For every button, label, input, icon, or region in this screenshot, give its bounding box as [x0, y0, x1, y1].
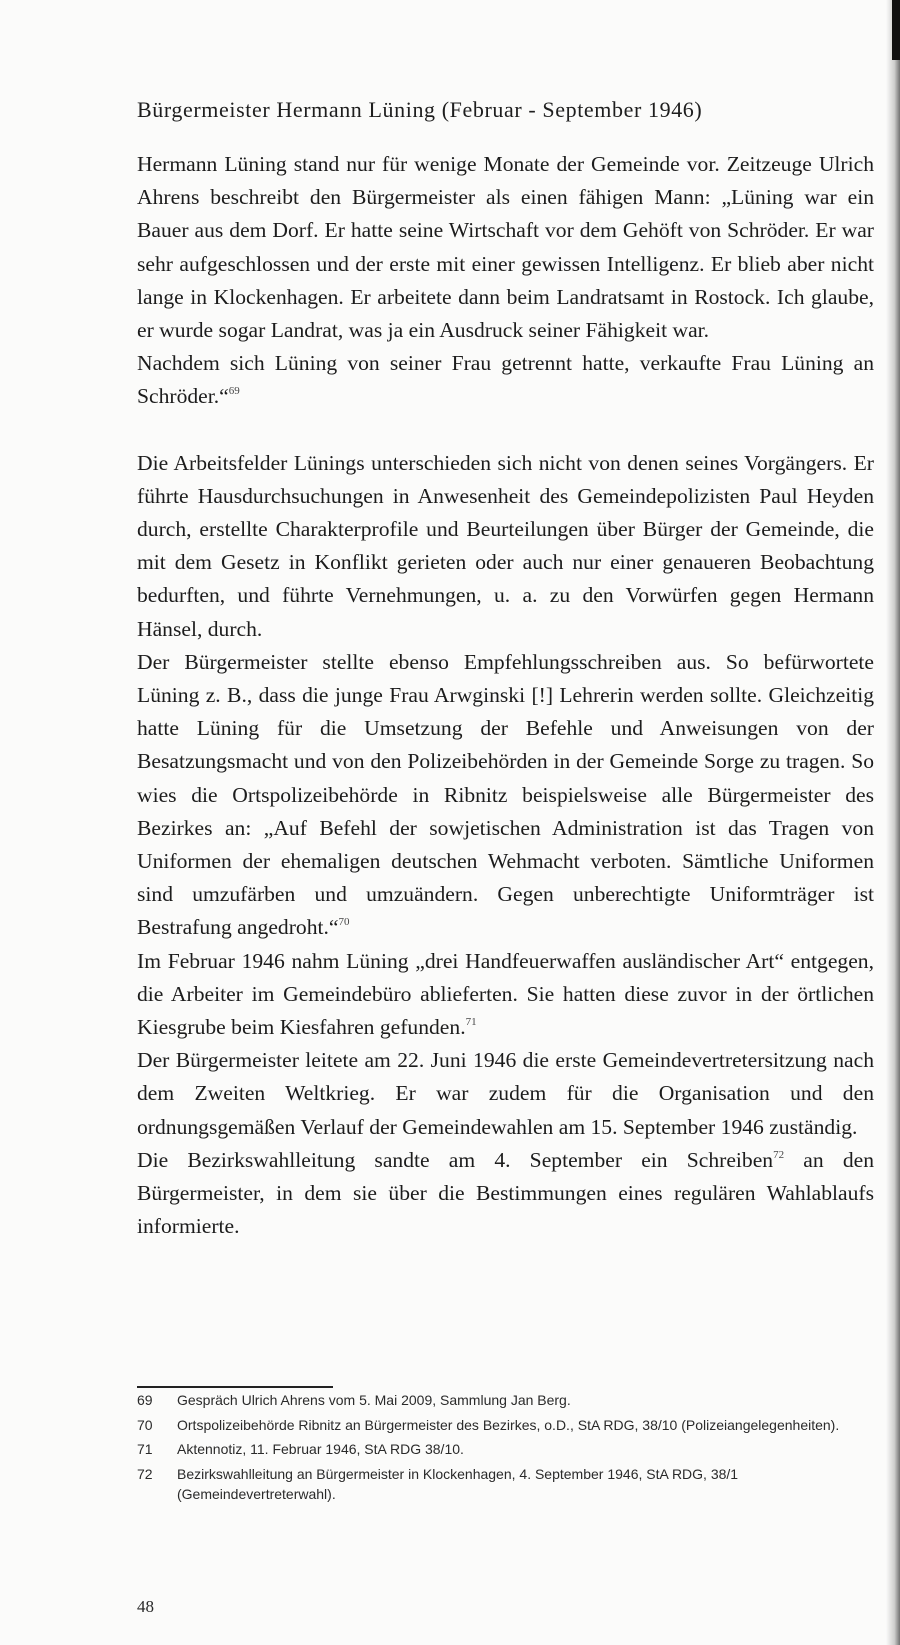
footnote-71 [137, 1439, 857, 1460]
paragraph-2-text: Nachdem sich Lüning von seiner Frau getrennt hatte, verkaufte Frau Lüning an Schröder.“ [137, 351, 874, 409]
paragraph-1-text: Hermann Lüning stand nur für wenige Monate der Gemeinde vor. Zeitzeuge Ulrich Ahrens beschreibt den Bürgermeister als einen fähigen Mann: „Lüning war ein Bauer aus dem Dorf. Er hatte seine Wirtschaft vor dem Gehöft von Schröder. Er war sehr aufgeschlossen und der erste mit einer gewissen Intelligenz. Er blieb aber nicht lange in Klockenhagen. Er arbeitete dann beim Landratsamt in Rostock. Ich glaube, er wurde sogar Landrat, was ja ein Ausdruck seiner Fähigkeit war. [137, 152, 874, 343]
paragraph-1 [137, 148, 874, 347]
paragraph-4 [137, 646, 874, 945]
footnote-ref-71[interactable]: 71 [465, 1016, 477, 1029]
footnote-ref-70[interactable]: 70 [338, 916, 350, 929]
paragraph-7-text-after: an den Bürgermeister, in dem sie über die Bestimmungen eines regulären Wahlablaufs informierte. [137, 1147, 874, 1239]
paragraph-3-text: Die Arbeitsfelder Lünings unterschieden sich nicht von denen seines Vorgängers. Er führte Hausdurchsuchungen in Anwesenheit des Gemeindepolizisten Paul Heyden durch, erstellte Charakterprofile und Beurteilungen über Bürger der Gemeinde, die mit dem Gesetz in Konflikt gerieten oder auch nur einer genaueren Beobachtung bedurften, und führte Vernehmungen, u. a. zu den Vorwürfen gegen Hermann Hänsel, durch. [137, 450, 874, 641]
footnote-text: Bezirkswahlleitung an Bürgermeister in Klockenhagen, 4. September 1946, StA RDG, 38/1 (Gemeindevertreterwahl). [177, 1465, 739, 1502]
paragraph-5-text: Im Februar 1946 nahm Lüning „drei Handfeuerwaffen ausländischer Art“ entgegen, die Arbeiter im Gemeindebüro ablieferten. Sie hatten diese zuvor in der örtlichen Kiesgrube beim Kiesfahren gefunden. [137, 948, 874, 1040]
paragraph-7 [137, 1144, 874, 1244]
footnote-ref-69[interactable]: 69 [228, 385, 240, 398]
footnotes [137, 1390, 857, 1509]
footnote-number: 70 [137, 1416, 153, 1433]
paragraph-7-text-before: Die Bezirkswahlleitung sandte am 4. September ein Schreiben [137, 1147, 774, 1172]
footnote-number: 69 [137, 1392, 153, 1408]
footnote-text: Aktennotiz, 11. Februar 1946, StA RDG 38/10. [177, 1441, 464, 1457]
page-edge-shadow [886, 0, 900, 1645]
footnote-divider [137, 1386, 333, 1388]
footnote-text: Gespräch Ulrich Ahrens vom 5. Mai 2009, Sammlung Jan Berg. [177, 1392, 571, 1408]
footnote-70 [137, 1415, 857, 1436]
paragraph-5 [137, 945, 874, 1045]
footnote-69 [137, 1390, 857, 1411]
footnote-72 [137, 1464, 857, 1505]
section-heading: Bürgermeister Hermann Lüning (Februar - September 1946) [137, 97, 703, 122]
paragraph-6-text: Der Bürgermeister leitete am 22. Juni 1946 die erste Gemeindevertretersitzung nach dem Zweiten Weltkrieg. Er war zudem für die Organisation und den ordnungsgemäßen Verlauf der Gemeindewahlen am 15. September 1946 zuständig. [137, 1048, 874, 1139]
body-text [137, 148, 874, 1244]
paragraph-3 [137, 447, 874, 646]
footnote-ref-72[interactable]: 72 [773, 1148, 785, 1161]
footnote-text: Ortspolizeibehörde Ribnitz an Bürgermeister des Bezirkes, o.D., StA RDG, 38/10 (Polizeiangelegenheiten). [177, 1416, 840, 1433]
paragraph-6 [137, 1044, 874, 1144]
paragraph-4-text: Der Bürgermeister stellte ebenso Empfehlungsschreiben aus. So befürwortete Lüning z. B., dass die junge Frau Arwginski [!] Lehrerin werden sollte. Gleichzeitig hatte Lüning für die Umsetzung der Befehle und Anweisungen von der Besatzungsmacht und von den Polizeibehörden in der Gemeinde Sorge zu tragen. So wies die Ortspolizeibehörde in Ribnitz beispielsweise alle Bürgermeister des Bezirkes an: „Auf Befehl der sowjetischen Administration ist das Tragen von Uniformen der ehemaligen deutschen Wehmacht verboten. Sämtliche Uniformen sind umzufärben und umzuändern. Gegen unberechtigte Uniformträger ist Bestrafung angedroht.“ [137, 649, 874, 940]
page-number: 48 [137, 1597, 154, 1616]
page-content [137, 92, 874, 1244]
footnote-number: 71 [137, 1441, 153, 1457]
paragraph-2 [137, 347, 874, 413]
footnote-number: 72 [137, 1465, 153, 1482]
page-edge-dark-corner [892, 0, 900, 60]
